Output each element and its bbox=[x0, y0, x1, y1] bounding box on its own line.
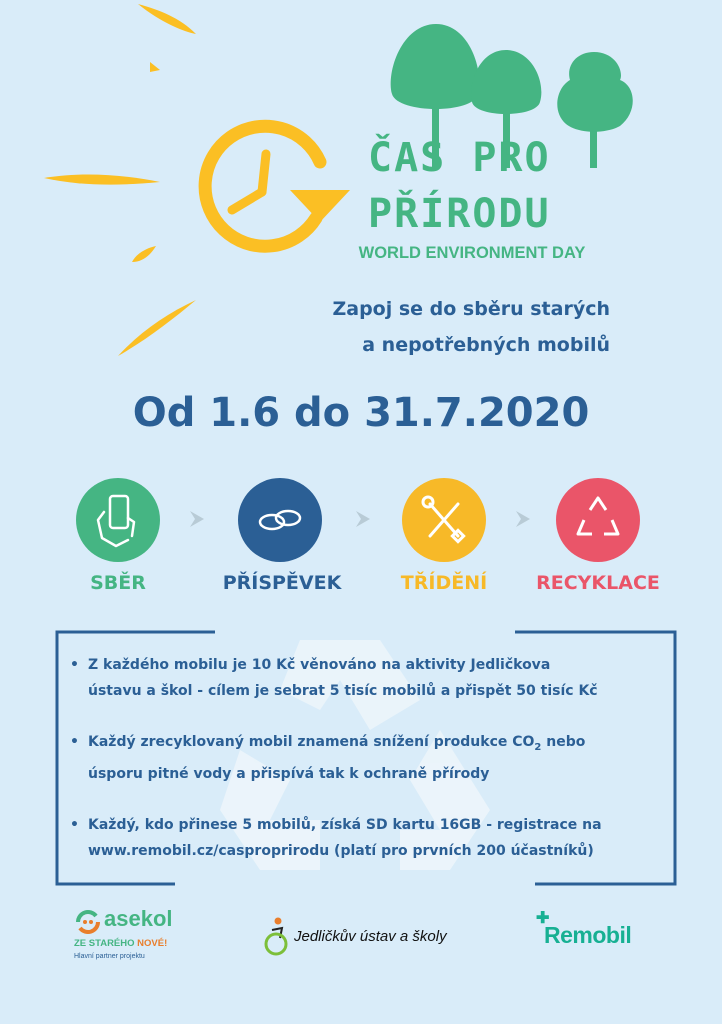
jedlicka-name: Jedličkův ústav a školy bbox=[294, 928, 447, 945]
remobil-plus-icon: ✚ bbox=[536, 910, 550, 927]
jedlicka-logo bbox=[262, 916, 476, 958]
info-bullet-environment bbox=[70, 729, 670, 787]
co2-subscript: 2 bbox=[534, 741, 542, 753]
asekol-name: asekol bbox=[104, 906, 173, 931]
step-collect bbox=[76, 478, 160, 562]
coins-icon bbox=[238, 478, 322, 562]
tagline-line-1: Zapoj se do sběru starých bbox=[332, 298, 610, 320]
remobil-name: Remobil bbox=[544, 922, 632, 948]
jedlicka-mark-icon bbox=[262, 916, 292, 958]
asekol-tagline-a: ZE STARÉHO bbox=[74, 938, 138, 949]
tools-icon bbox=[402, 478, 486, 562]
step-contribute bbox=[238, 478, 322, 562]
asekol-tagline bbox=[74, 938, 167, 949]
date-range: Od 1.6 do 31.7.2020 bbox=[132, 390, 590, 436]
info-bullet-3-line-1: Každý, kdo přinese 5 mobilů, získá SD kartu 16GB - registrace na bbox=[88, 816, 602, 833]
hand-phone-icon bbox=[76, 478, 160, 562]
info-bullet-2-line-1b: nebo bbox=[541, 734, 586, 750]
info-bullet-2-line-2: úsporu pitné vody a přispívá tak k ochraně přírody bbox=[88, 765, 490, 782]
recycle-icon bbox=[556, 478, 640, 562]
tagline-line-2: a nepotřebných mobilů bbox=[362, 334, 610, 356]
subtitle: WORLD ENVIRONMENT DAY bbox=[358, 244, 586, 262]
info-bullet-3-line-2: www.remobil.cz/casproprirodu (platí pro prvních 200 účastníků) bbox=[88, 842, 594, 859]
info-bullet-2-line-1a: Každý zrecyklovaný mobil znamená snížení produkce CO bbox=[88, 734, 535, 750]
clock-icon bbox=[180, 110, 370, 260]
step-recycle bbox=[556, 478, 640, 562]
step-label-collect: SBĚR bbox=[90, 572, 146, 594]
info-bullet-donation bbox=[70, 652, 670, 704]
step-label-sort: TŘÍDĚNÍ bbox=[400, 572, 488, 594]
step-sort bbox=[402, 478, 486, 562]
step-label-recycle: RECYKLACE bbox=[536, 572, 660, 594]
chevron-right-icon bbox=[186, 508, 208, 530]
title-line-2: PŘÍRODU bbox=[368, 191, 551, 237]
title-line-1: ČAS PRO bbox=[368, 135, 551, 181]
asekol-logo bbox=[74, 904, 194, 968]
step-label-contribute: PŘÍSPĚVEK bbox=[222, 572, 342, 594]
chevron-right-icon bbox=[352, 508, 374, 530]
asekol-partner-note: Hlavní partner projektu bbox=[74, 953, 145, 960]
info-bullet-1-line-2: ústavu a škol - cílem je sebrat 5 tisíc mobilů a přispět 50 tisíc Kč bbox=[88, 683, 598, 699]
remobil-logo bbox=[536, 910, 656, 954]
chevron-right-icon bbox=[512, 508, 534, 530]
info-bullet-reward bbox=[70, 812, 670, 864]
asekol-mark-icon bbox=[74, 908, 102, 936]
info-list bbox=[70, 652, 670, 889]
asekol-tagline-b: NOVÉ! bbox=[137, 938, 168, 949]
info-bullet-1-line-1: Z každého mobilu je 10 Kč věnováno na aktivity Jedličkova bbox=[88, 657, 551, 673]
